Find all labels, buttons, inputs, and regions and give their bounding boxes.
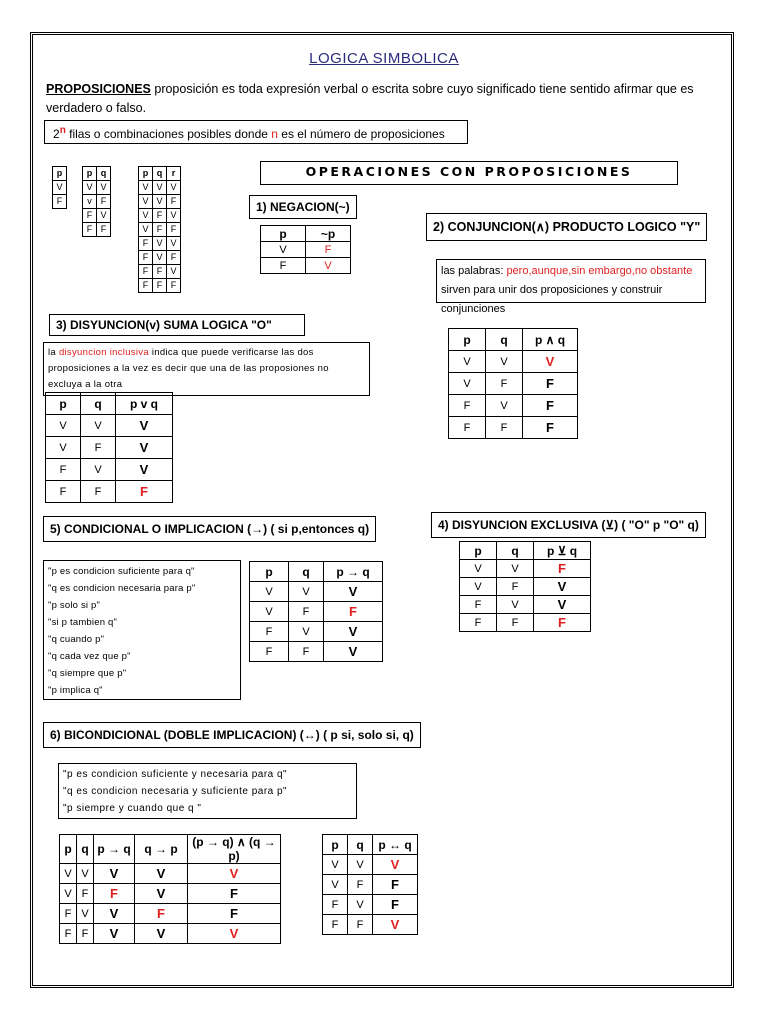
dex-cell: V xyxy=(497,560,534,578)
cond-header-cell: p → q xyxy=(324,562,383,582)
dex-header-cell: p ⊻ q xyxy=(534,542,591,560)
bicbig-cell: F xyxy=(60,904,77,924)
conj-cell: F xyxy=(523,395,578,417)
conj-cell: F xyxy=(486,417,523,439)
bicbig-header-cell: p xyxy=(60,835,77,864)
bic-header-cell: p xyxy=(323,835,348,855)
small-table-cell: V xyxy=(153,195,167,209)
condicional-phrases xyxy=(43,560,241,700)
small-table-header: p xyxy=(83,167,97,181)
bic-cell: F xyxy=(323,915,348,935)
bicbig-cell: V xyxy=(135,864,188,884)
phrase-line: "q cada vez que p" xyxy=(48,651,131,662)
bic-cell: V xyxy=(323,855,348,875)
phrase-line: "p implica q" xyxy=(48,685,103,696)
phrase-line: "p solo si p" xyxy=(48,600,101,611)
bicondicional-derivation-table xyxy=(59,834,281,944)
table-row xyxy=(46,415,173,437)
bicbig-cell: V xyxy=(188,864,281,884)
bicondicional-table xyxy=(322,834,418,935)
table-row xyxy=(323,875,418,895)
conj-cell: V xyxy=(486,395,523,417)
phrase-line: "si p tambien q" xyxy=(48,617,118,628)
table-row xyxy=(60,884,281,904)
table-row xyxy=(139,223,181,237)
table-row xyxy=(449,395,578,417)
disyuncion-note-pre: la xyxy=(48,347,59,358)
disy-header-cell: p v q xyxy=(116,393,173,415)
small-table-cell: F xyxy=(153,265,167,279)
disy-header-cell: p xyxy=(46,393,81,415)
small-table-cell: V xyxy=(153,237,167,251)
small-table-cell: F xyxy=(153,209,167,223)
disyuncion-note-red: disyuncion inclusiva xyxy=(58,347,149,358)
table-row xyxy=(139,251,181,265)
table-row xyxy=(139,209,181,223)
bicbig-cell: F xyxy=(60,924,77,944)
disyuncion-title: 3) DISYUNCION(v) SUMA LOGICA "O" xyxy=(49,314,305,336)
small-table-cell: V xyxy=(97,209,111,223)
bicbig-cell: F xyxy=(77,884,94,904)
bicbig-header-cell: q → p xyxy=(135,835,188,864)
small-table-cell: F xyxy=(97,195,111,209)
bicbig-cell: F xyxy=(94,884,135,904)
small-table-cell: V xyxy=(167,265,181,279)
bicondicional-phrases xyxy=(58,763,357,819)
table-row xyxy=(449,373,578,395)
neg-header-cell: p xyxy=(261,226,306,242)
bicbig-cell: F xyxy=(135,904,188,924)
neg-cell: F xyxy=(261,258,306,274)
bic-cell: V xyxy=(373,915,418,935)
conj-header-cell: q xyxy=(486,329,523,351)
small-table-cell: F xyxy=(139,265,153,279)
dex-cell: V xyxy=(460,578,497,596)
small-table-cell: F xyxy=(139,279,153,293)
small-table-cell: F xyxy=(153,223,167,237)
formula-text-2: es el número de proposiciones xyxy=(277,127,445,141)
small-table-cell: V xyxy=(53,181,67,195)
small-table-cell: V xyxy=(167,181,181,195)
table-row xyxy=(139,279,181,293)
cond-cell: F xyxy=(250,642,289,662)
table-row xyxy=(323,915,418,935)
dex-cell: V xyxy=(534,596,591,614)
disy-cell: V xyxy=(81,459,116,481)
cond-cell: F xyxy=(289,642,324,662)
bicbig-cell: V xyxy=(60,884,77,904)
small-table-header: p xyxy=(139,167,153,181)
small-table-cell: V xyxy=(167,209,181,223)
table-row xyxy=(250,642,383,662)
bic-cell: V xyxy=(323,875,348,895)
small-table-cell: F xyxy=(167,251,181,265)
disy-cell: F xyxy=(116,481,173,503)
dex-cell: F xyxy=(460,614,497,632)
conjuncion-note-red: pero,aunque,sin embargo,no obstante xyxy=(506,265,693,277)
neg-cell: V xyxy=(306,258,351,274)
condicional-title: 5) CONDICIONAL O IMPLICACION (→) ( si p,entonces q) xyxy=(43,516,376,542)
small-table-cell: V xyxy=(153,181,167,195)
table-row xyxy=(60,864,281,884)
small-table-cell: F xyxy=(167,279,181,293)
table-row xyxy=(460,578,591,596)
condicional-table xyxy=(249,561,383,662)
conjuncion-title: 2) CONJUNCION(∧) PRODUCTO LOGICO "Y" xyxy=(426,213,707,241)
table-row xyxy=(83,181,111,195)
disy-cell: V xyxy=(116,459,173,481)
bic-cell: F xyxy=(373,895,418,915)
table-row xyxy=(139,181,181,195)
small-table-cell: V xyxy=(153,251,167,265)
conj-cell: V xyxy=(523,351,578,373)
truth-table-3-var xyxy=(138,166,181,293)
small-table-cell: F xyxy=(139,251,153,265)
intro-text: proposición es toda expresión verbal o escrita sobre cuyo significado tiene sentido afirmar que es verdadero o falso. xyxy=(46,82,694,115)
intro-paragraph xyxy=(46,80,726,118)
cond-header-cell: p xyxy=(250,562,289,582)
table-row xyxy=(139,195,181,209)
conjuncion-note-post: sirven para unir dos proposiciones y construir conjunciones xyxy=(441,284,663,315)
small-table-cell: F xyxy=(97,223,111,237)
small-table-cell: F xyxy=(53,195,67,209)
dex-header-cell: p xyxy=(460,542,497,560)
cond-cell: V xyxy=(250,582,289,602)
table-row xyxy=(53,195,67,209)
table-row xyxy=(460,614,591,632)
small-table-cell: V xyxy=(139,181,153,195)
page-title: LOGICA SIMBOLICA xyxy=(309,50,459,67)
disyuncion-note xyxy=(43,342,370,396)
operations-title: OPERACIONES CON PROPOSICIONES xyxy=(260,161,678,185)
small-table-cell: V xyxy=(97,181,111,195)
disyuncion-exclusiva-table xyxy=(459,541,591,632)
table-row xyxy=(460,596,591,614)
bic-cell: V xyxy=(373,855,418,875)
small-table-cell: V xyxy=(167,237,181,251)
bic-cell: F xyxy=(323,895,348,915)
bicbig-cell: V xyxy=(94,904,135,924)
formula-n: n xyxy=(271,127,278,141)
disy-cell: F xyxy=(46,481,81,503)
table-row xyxy=(60,924,281,944)
bicbig-cell: V xyxy=(77,904,94,924)
table-row xyxy=(139,265,181,279)
disy-cell: F xyxy=(81,437,116,459)
bic-cell: F xyxy=(348,915,373,935)
bicbig-header-cell: q xyxy=(77,835,94,864)
cond-cell: V xyxy=(324,642,383,662)
phrase-line: "p siempre y cuando que q " xyxy=(63,803,202,814)
small-table-header: q xyxy=(97,167,111,181)
dex-cell: V xyxy=(497,596,534,614)
disy-cell: V xyxy=(46,415,81,437)
bicbig-cell: F xyxy=(77,924,94,944)
conjuncion-table xyxy=(448,328,578,439)
truth-table-1-var xyxy=(52,166,67,209)
table-row xyxy=(46,437,173,459)
table-row xyxy=(250,602,383,622)
bic-cell: V xyxy=(348,895,373,915)
cond-cell: F xyxy=(324,602,383,622)
disyuncion-exclusiva-title: 4) DISYUNCION EXCLUSIVA (⊻) ( "O" p "O" q) xyxy=(431,512,706,538)
conjuncion-note-pre: las palabras: xyxy=(441,265,507,277)
conjuncion-note xyxy=(436,259,706,315)
neg-cell: F xyxy=(306,242,351,258)
bic-header-cell: p ↔ q xyxy=(373,835,418,855)
small-table-cell: v xyxy=(83,195,97,209)
bicbig-cell: V xyxy=(188,924,281,944)
bicbig-cell: V xyxy=(135,924,188,944)
table-row xyxy=(323,855,418,875)
dex-cell: V xyxy=(460,560,497,578)
small-table-cell: V xyxy=(83,181,97,195)
conj-cell: F xyxy=(523,417,578,439)
cond-cell: V xyxy=(289,582,324,602)
table-row xyxy=(449,417,578,439)
disyuncion-note-post: indica que puede verificarse las dos proposiciones a la vez es decir que una de las proposiones no excluya a la otra xyxy=(48,347,329,390)
cond-cell: V xyxy=(250,602,289,622)
table-row xyxy=(46,481,173,503)
dex-header-cell: q xyxy=(497,542,534,560)
cond-cell: V xyxy=(324,582,383,602)
cond-cell: V xyxy=(324,622,383,642)
cond-header-cell: q xyxy=(289,562,324,582)
table-row xyxy=(460,560,591,578)
small-table-cell: V xyxy=(139,195,153,209)
bicbig-cell: V xyxy=(94,864,135,884)
bicbig-cell: F xyxy=(188,884,281,904)
phrase-line: "p es condicion suficiente y necesaria para q" xyxy=(63,769,288,780)
bicbig-header-cell: p → q xyxy=(94,835,135,864)
table-row xyxy=(261,242,351,258)
table-row xyxy=(323,895,418,915)
disy-cell: V xyxy=(81,415,116,437)
conj-cell: F xyxy=(449,417,486,439)
cond-cell: V xyxy=(289,622,324,642)
conj-cell: V xyxy=(486,351,523,373)
table-row xyxy=(250,582,383,602)
small-table-cell: F xyxy=(83,209,97,223)
conj-cell: V xyxy=(449,373,486,395)
dex-cell: F xyxy=(460,596,497,614)
cond-cell: F xyxy=(289,602,324,622)
disy-cell: V xyxy=(46,437,81,459)
bicondicional-title: 6) BICONDICIONAL (DOBLE IMPLICACION) (↔) ( p si, solo si, q) xyxy=(43,722,421,748)
table-row xyxy=(261,258,351,274)
conj-header-cell: p ∧ q xyxy=(523,329,578,351)
dex-cell: F xyxy=(497,578,534,596)
table-row xyxy=(250,622,383,642)
small-table-header: p xyxy=(53,167,67,181)
bic-header-cell: q xyxy=(348,835,373,855)
phrase-line: "q cuando p" xyxy=(48,634,105,645)
dex-cell: F xyxy=(534,560,591,578)
disy-cell: V xyxy=(116,415,173,437)
disy-header-cell: q xyxy=(81,393,116,415)
bic-cell: F xyxy=(348,875,373,895)
conj-cell: F xyxy=(449,395,486,417)
disy-cell: V xyxy=(116,437,173,459)
bicbig-cell: V xyxy=(60,864,77,884)
disy-cell: F xyxy=(46,459,81,481)
table-row xyxy=(46,459,173,481)
table-row xyxy=(449,351,578,373)
table-row xyxy=(83,223,111,237)
conj-cell: F xyxy=(523,373,578,395)
phrase-line: "q es condicion necesaria para p" xyxy=(48,583,196,594)
phrase-line: "p es condicion suficiente para q" xyxy=(48,566,195,577)
table-row xyxy=(53,181,67,195)
table-row xyxy=(83,195,111,209)
bicbig-cell: V xyxy=(135,884,188,904)
phrase-line: "q siempre que p" xyxy=(48,668,127,679)
phrase-line: "q es condicion necesaria y suficiente para p" xyxy=(63,786,288,797)
bic-cell: V xyxy=(348,855,373,875)
small-table-cell: F xyxy=(153,279,167,293)
bicbig-cell: V xyxy=(94,924,135,944)
disy-cell: F xyxy=(81,481,116,503)
formula-text-1: filas o combinaciones posibles donde xyxy=(65,127,272,141)
dex-cell: F xyxy=(497,614,534,632)
table-row xyxy=(60,904,281,924)
small-table-cell: V xyxy=(139,209,153,223)
formula-base: 2 xyxy=(53,127,60,141)
small-table-cell: F xyxy=(167,223,181,237)
neg-header-cell: ~p xyxy=(306,226,351,242)
small-table-cell: F xyxy=(139,237,153,251)
rows-formula-box xyxy=(44,120,468,144)
small-table-cell: F xyxy=(83,223,97,237)
small-table-header: r xyxy=(167,167,181,181)
table-row xyxy=(139,237,181,251)
cond-cell: F xyxy=(250,622,289,642)
dex-cell: V xyxy=(534,578,591,596)
disyuncion-table xyxy=(45,392,173,503)
small-table-header: q xyxy=(153,167,167,181)
negacion-title: 1) NEGACION(~) xyxy=(249,195,357,219)
small-table-cell: V xyxy=(139,223,153,237)
conj-cell: V xyxy=(449,351,486,373)
bicbig-cell: V xyxy=(77,864,94,884)
bicbig-header-cell: (p → q) ∧ (q → p) xyxy=(188,835,281,864)
small-table-cell: F xyxy=(167,195,181,209)
bic-cell: F xyxy=(373,875,418,895)
formula-exponent: n xyxy=(59,125,66,136)
conj-cell: F xyxy=(486,373,523,395)
table-row xyxy=(83,209,111,223)
truth-table-2-var xyxy=(82,166,111,237)
intro-keyword: PROPOSICIONES xyxy=(46,82,151,96)
conj-header-cell: p xyxy=(449,329,486,351)
neg-cell: V xyxy=(261,242,306,258)
dex-cell: F xyxy=(534,614,591,632)
bicbig-cell: F xyxy=(188,904,281,924)
negacion-table xyxy=(260,225,351,274)
